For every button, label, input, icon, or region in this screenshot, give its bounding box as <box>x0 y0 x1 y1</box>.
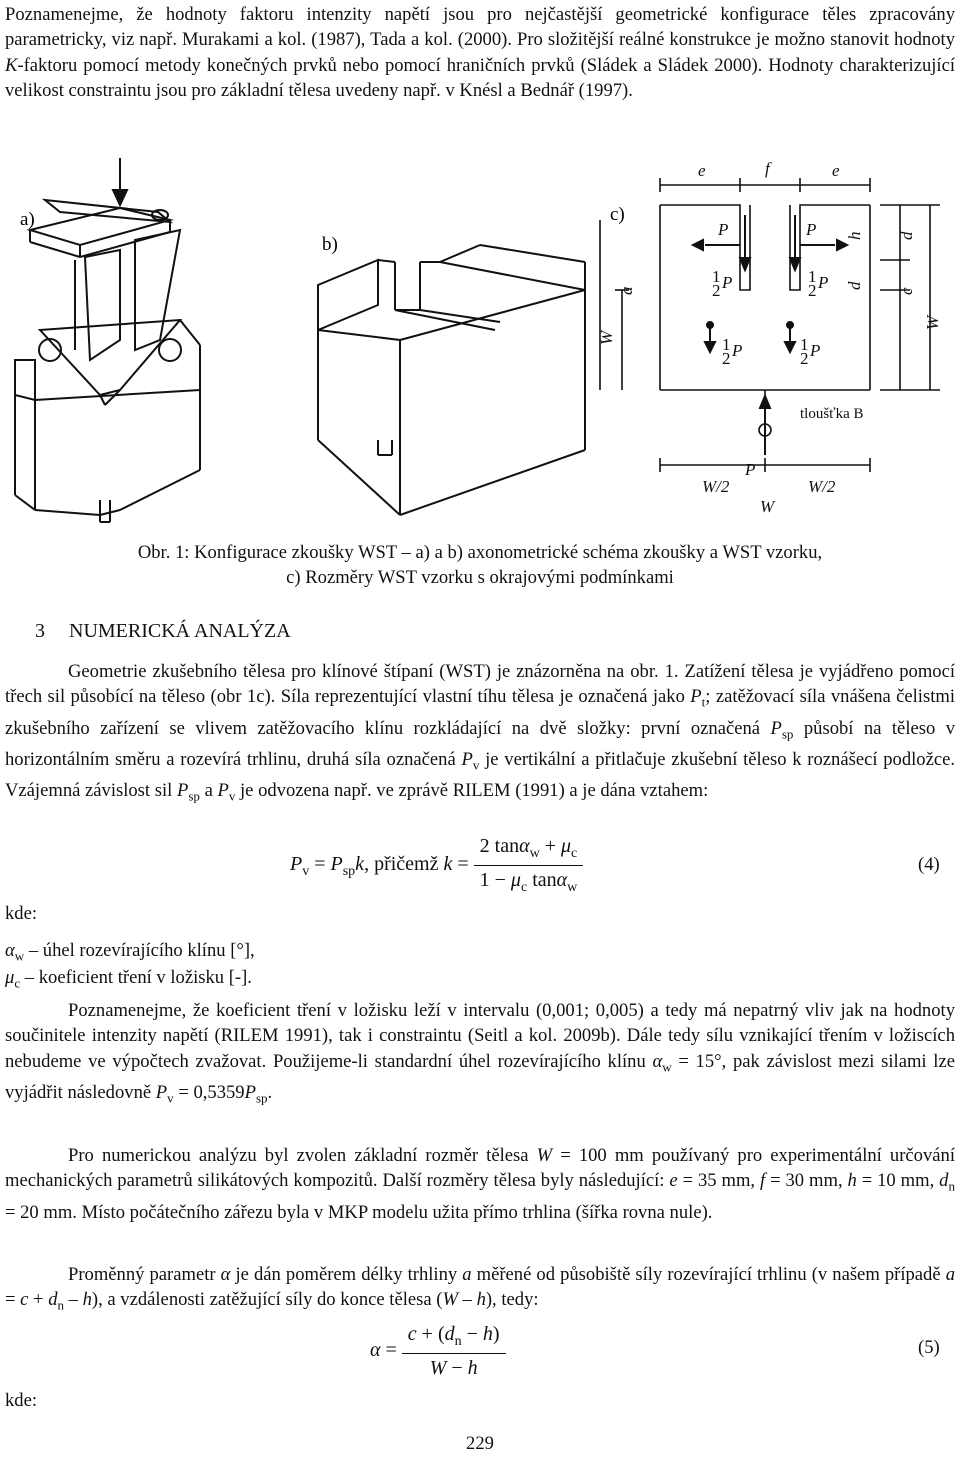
symbol-alpha-w: $\alpha_w$ – úhel rozevírajícího klínu [°], <box>5 940 255 964</box>
svg-text:P: P <box>718 220 729 239</box>
figure-drawing <box>0 150 960 530</box>
svg-text:W: W <box>923 315 942 330</box>
svg-text:f: f <box>765 159 770 178</box>
figure-label-c: c) <box>610 204 625 225</box>
svg-text:h: h <box>845 231 864 240</box>
svg-text:a: a <box>617 286 636 295</box>
caption-line-1: Obr. 1: Konfigurace zkoušky WST – a) a b) axonometrické schéma zkoušky a WST vzorku, <box>137 542 823 563</box>
svg-text:W: W <box>597 330 616 345</box>
svg-text:P: P <box>806 220 817 239</box>
svg-text:1: 1 <box>808 267 817 286</box>
svg-text:e: e <box>698 161 706 180</box>
svg-text:2: 2 <box>800 349 809 368</box>
figure-1 <box>0 150 960 530</box>
equation-4-number: (4) <box>918 854 940 875</box>
svg-text:d: d <box>845 281 864 290</box>
caption-line-2: c) Rozměry WST vzorku s okrajovými podmínkami <box>286 567 674 589</box>
svg-text:P: P <box>722 273 733 292</box>
equation-4: $P_v = P_{sp}k$, přičemž k = $\frac{2 \tan\alpha_w + \mu_c}{1 - \mu_c \tan\alpha_w}$ <box>290 835 583 896</box>
figure-label-a: a) <box>20 209 35 230</box>
figure-label-b: b) <box>322 234 338 255</box>
svg-text:P: P <box>818 273 829 292</box>
svg-text:e: e <box>832 161 840 180</box>
equation-5-fraction: $\frac{c + (d_n - h)}{W - h}$ <box>402 1323 506 1380</box>
paragraph-3: Poznamenejme, že koeficient tření v ložisku leží v intervalu (0,001; 0,005) a tedy má nepatrný vliv jak na hodnoty součinitele intenzity napětí (RILEM 1991), tak i constraintu (Seitl a kol. 2009b). Dále tedy sílu vznikající třením v ložiscích nebudeme ve výpočtech zvažovat. Použijeme-li standardní úhel rozevírajícího klínu $\alpha_w = 15^\circ$, pak závislost mezi silami lze vyjádřit následovně $P_v = 0,5359P_{sp}$. <box>5 1000 955 1106</box>
dimension-labels <box>597 159 942 516</box>
svg-text:P: P <box>745 460 756 479</box>
section-number: 3 <box>35 620 45 642</box>
section-heading <box>35 620 291 643</box>
svg-text:2: 2 <box>722 349 731 368</box>
svg-text:c: c <box>897 287 916 295</box>
equation-4-fraction: $\frac{2 \tan\alpha_w + \mu_c}{1 - \mu_c \tan\alpha_w}$ <box>474 835 584 896</box>
svg-text:W/2: W/2 <box>702 477 730 496</box>
kde-label-2: kde: <box>5 1390 38 1411</box>
paragraph-1: Poznamenejme, že hodnoty faktoru intenzity napětí jsou pro nejčastější geometrické konfigurace těles zpracovány parametricky, viz např. Murakami a kol. (1987), Tada a kol. (2000). Pro složitější reálné konstrukce je možno stanovit hodnoty K-faktoru pomocí metody konečných prvků nebo pomocí hraničních prvků (Sládek a Sládek 2000). Hodnoty charakterizující velikost constraintu jsou pro základní tělesa uvedeny např. v Knésl a Bednář (1997). <box>5 4 955 102</box>
paragraph-4: Pro numerickou analýzu byl zvolen základní rozměr tělesa W = 100 mm používaný pro experimentální určování mechanických parametrů silikátových kompozitů. Další rozměry tělesa byly následující: e = 35 mm, f = 30 mm, h = 10 mm, $d_n = 20$ mm. Místo počátečního zářezu byla v MKP modelu užita přímo trhlina (šířka rovna nule). <box>5 1145 955 1223</box>
svg-text:1: 1 <box>800 335 809 354</box>
svg-text:1: 1 <box>722 335 731 354</box>
kde-label-1: kde: <box>5 903 38 924</box>
page-number: 229 <box>466 1433 494 1454</box>
svg-text:2: 2 <box>712 281 721 300</box>
equation-5-number: (5) <box>918 1337 940 1358</box>
section-title: NUMERICKÁ ANALÝZA <box>69 620 291 642</box>
svg-text:W/2: W/2 <box>808 477 836 496</box>
equation-5: α = $\frac{c + (d_n - h)}{W - h}$ <box>370 1323 506 1380</box>
figure-caption <box>0 540 960 591</box>
paragraph-2: Geometrie zkušebního tělesa pro klínové štípaní (WST) je znázorněna na obr. 1. Zatížení tělesa je vyjádřeno pomocí třech sil působící na těleso (obr 1c). Síla reprezentující vlastní tíhu tělesa je označená jako $P_t$; zatěžovací síla vnášena čelistmi zkušebního zařízení se vlivem zatěžovacího klínu rozkládající na dvě složky: první označená $P_{sp}$ působí na těleso v horizontálním směru a rozevírá trhlinu, druhá síla označená $P_v$ je vertikální a přitlačuje zkušební těleso k roznášecí podložce. Vzájemná závislost sil $P_{sp}$ a $P_v$ je odvozena např. ve zprávě RILEM (1991) a je dána vztahem: <box>5 661 956 804</box>
svg-text:tloušťka B: tloušťka B <box>800 406 864 422</box>
svg-text:P: P <box>732 341 743 360</box>
svg-text:1: 1 <box>712 267 721 286</box>
axonometric-specimen <box>318 245 585 515</box>
paragraph-5: Proměnný parametr α je dán poměrem délky trhliny a měřené od působiště síly rozevírající trhlinu (v našem případě $a = c + d_n - h$), a vzdálenosti zatěžující síly do konce tělesa (W – h), tedy: <box>5 1264 955 1314</box>
svg-text:P: P <box>810 341 821 360</box>
svg-text:2: 2 <box>808 281 817 300</box>
axonometric-setup <box>15 158 200 522</box>
svg-text:d: d <box>897 231 916 240</box>
svg-text:W: W <box>760 497 775 516</box>
symbol-mu-c: $\mu_c$ – koeficient tření v ložisku [-]. <box>5 967 252 991</box>
